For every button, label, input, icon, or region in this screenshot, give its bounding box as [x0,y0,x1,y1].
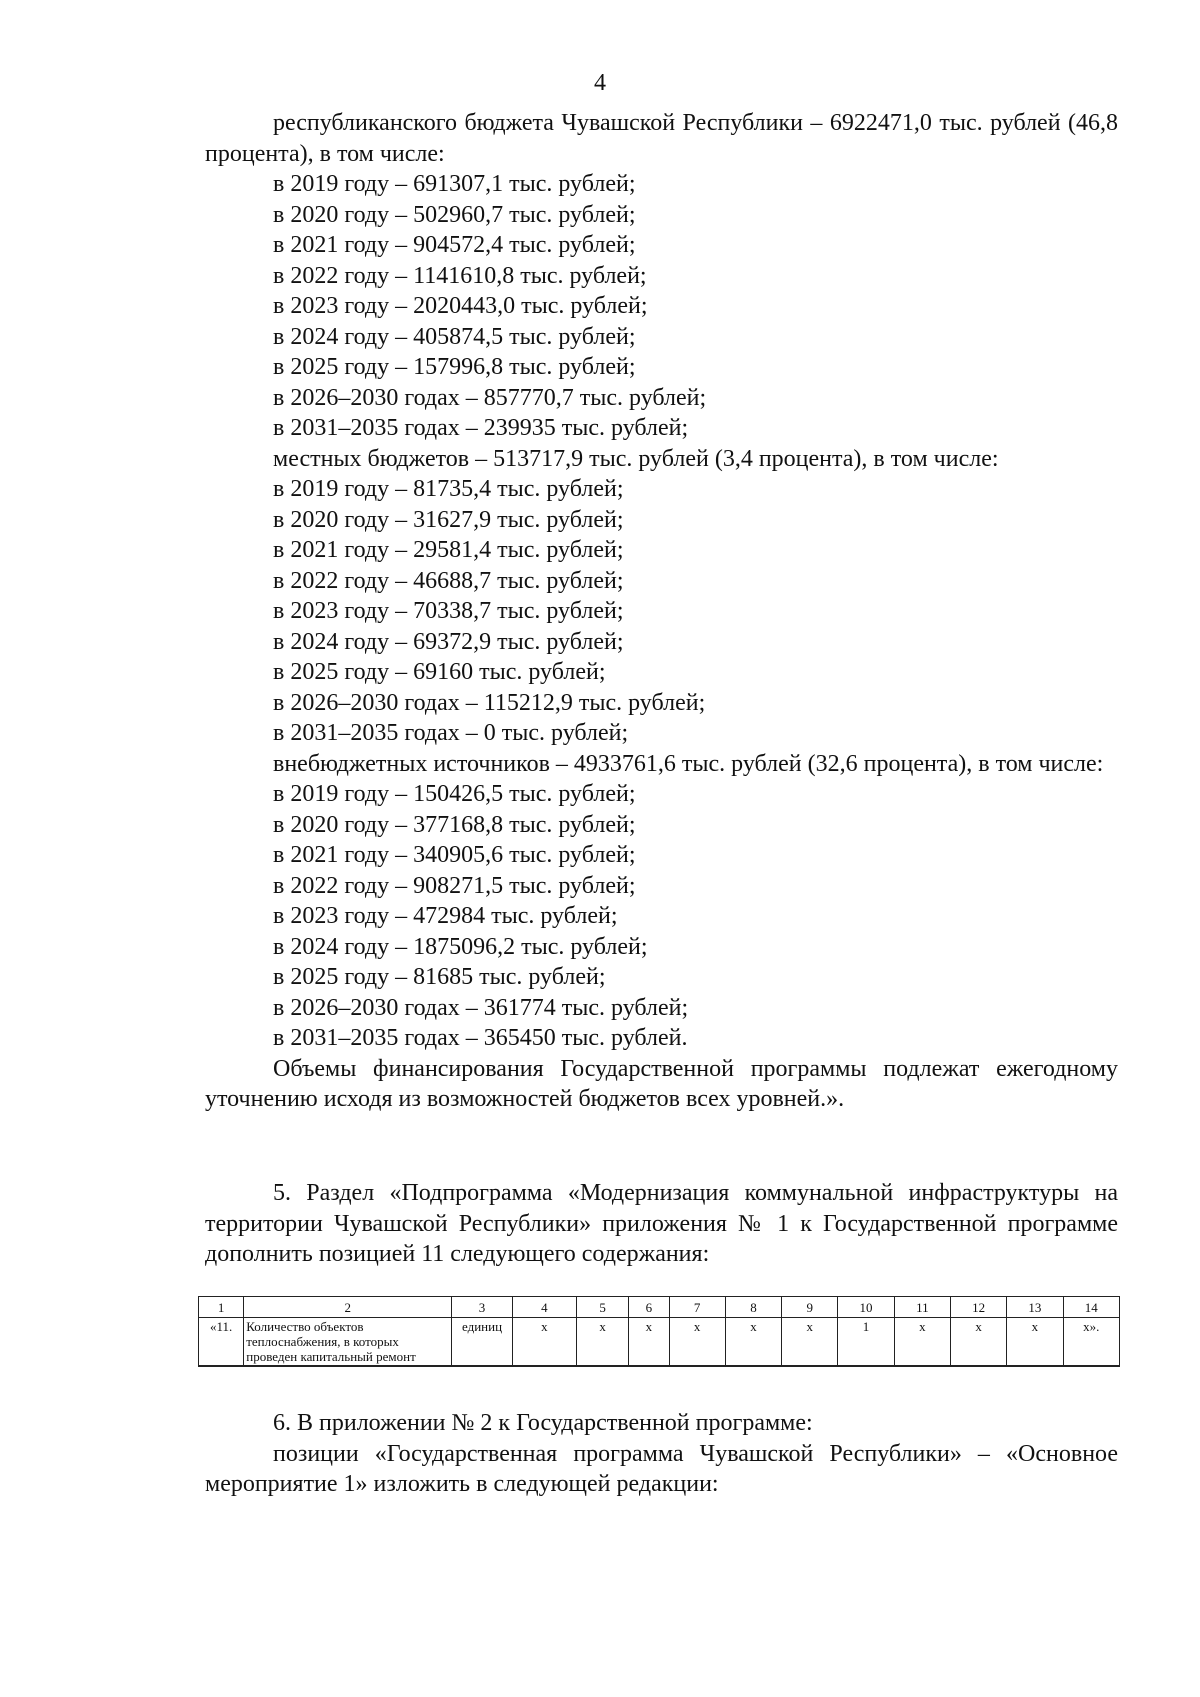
header-cell: 8 [725,1297,781,1318]
header-cell: 11 [894,1297,950,1318]
table-header-row [199,1297,1120,1318]
item-6 [205,1408,1118,1500]
table-cell: x [629,1318,669,1367]
header-cell: 9 [782,1297,838,1318]
list-item: в 2023 году – 70338,7 тыс. рублей; [273,598,624,624]
list-item: в 2031–2035 годах – 239935 тыс. рублей; [273,415,689,441]
table-cell: x [894,1318,950,1367]
header-cell: 13 [1007,1297,1063,1318]
header-cell: 6 [629,1297,669,1318]
list-item: в 2026–2030 годах – 857770,7 тыс. рублей; [273,384,707,411]
table-cell: x [512,1318,576,1367]
list-item: в 2022 году – 1141610,8 тыс. рублей; [273,262,647,289]
local-budget-paragraph: местных бюджетов – 513717,9 тыс. рублей (3,4 процента), в том числе: [273,445,999,472]
list-item: в 2019 году – 150426,5 тыс. рублей; [273,781,636,807]
table-cell: x [725,1318,781,1367]
list-item: в 2023 году – 472984 тыс. рублей; [273,903,618,929]
list-item: в 2025 году – 157996,8 тыс. рублей; [273,354,636,380]
header-cell: 5 [577,1297,629,1318]
list-item: в 2031–2035 годах – 0 тыс. рублей; [273,720,629,746]
list-item: в 2021 году – 904572,4 тыс. рублей; [273,232,636,258]
table-cell: x [577,1318,629,1367]
list-item: в 2022 году – 46688,7 тыс. рублей; [273,567,624,594]
header-cell: 3 [452,1297,512,1318]
item-5-paragraph: 5. Раздел «Подпрограмма «Модернизация коммунальной инфраструктуры на территории Чувашской Республики» приложения № 1 к Государственной программе дополнить позицией 11 следующего содержания: [205,1180,1118,1267]
table-cell-description: Количество объектов теплоснабжения, в которых проведен капитальный ремонт [244,1318,452,1367]
list-item: в 2021 году – 340905,6 тыс. рублей; [273,842,636,868]
extrabudgetary-paragraph: внебюджетных источников – 4933761,6 тыс. рублей (32,6 процента), в том числе: [273,750,1104,777]
list-item: в 2026–2030 годах – 115212,9 тыс. рублей; [273,689,706,716]
item-6-heading: 6. В приложении № 2 к Государственной программе: [273,1410,813,1436]
list-item: в 2022 году – 908271,5 тыс. рублей; [273,872,636,899]
header-cell: 1 [199,1297,244,1318]
table-cell: x [1007,1318,1063,1367]
table-row [199,1318,1120,1367]
list-item: в 2020 году – 377168,8 тыс. рублей; [273,811,636,838]
list-item: в 2021 году – 29581,4 тыс. рублей; [273,537,624,563]
republican-budget-paragraph: республиканского бюджета Чувашской Республики – 6922471,0 тыс. рублей (46,8 процента), в том числе: [205,110,1118,167]
list-item: в 2020 году – 502960,7 тыс. рублей; [273,201,636,228]
list-item: в 2020 году – 31627,9 тыс. рублей; [273,506,624,533]
table-cell: x». [1063,1318,1119,1367]
header-cell: 14 [1063,1297,1119,1318]
list-item: в 2025 году – 69160 тыс. рублей; [273,659,606,685]
table-cell: 1 [838,1318,894,1367]
item-6-paragraph: позиции «Государственная программа Чувашской Республики» – «Основное мероприятие 1» изложить в следующей редакции: [205,1440,1118,1497]
table-cell: «11. [199,1318,244,1367]
list-item: в 2031–2035 годах – 365450 тыс. рублей. [273,1025,688,1051]
financing-text [205,108,1118,1115]
list-item: в 2024 году – 405874,5 тыс. рублей; [273,323,636,350]
header-cell: 2 [244,1297,452,1318]
position-11-table [198,1296,1120,1367]
local-budget-list [205,474,1118,749]
header-cell: 7 [669,1297,725,1318]
list-item: в 2024 году – 69372,9 тыс. рублей; [273,628,624,655]
page-number: 4 [594,70,606,96]
table-cell: x [950,1318,1006,1367]
header-cell: 12 [950,1297,1006,1318]
table-cell-unit: единиц [452,1318,512,1367]
header-cell: 4 [512,1297,576,1318]
list-item: в 2023 году – 2020443,0 тыс. рублей; [273,293,648,319]
table-cell: x [669,1318,725,1367]
closing-paragraph: Объемы финансирования Государственной программы подлежат ежегодному уточнению исходя из возможностей бюджетов всех уровней.». [205,1055,1118,1112]
item-5 [205,1178,1118,1270]
republican-budget-list [205,169,1118,444]
extrabudgetary-list [205,779,1118,1054]
table-cell: x [782,1318,838,1367]
list-item: в 2024 году – 1875096,2 тыс. рублей; [273,933,648,960]
list-item: в 2019 году – 691307,1 тыс. рублей; [273,171,636,197]
header-cell: 10 [838,1297,894,1318]
list-item: в 2019 году – 81735,4 тыс. рублей; [273,476,624,502]
list-item: в 2025 году – 81685 тыс. рублей; [273,964,606,990]
list-item: в 2026–2030 годах – 361774 тыс. рублей; [273,994,689,1021]
